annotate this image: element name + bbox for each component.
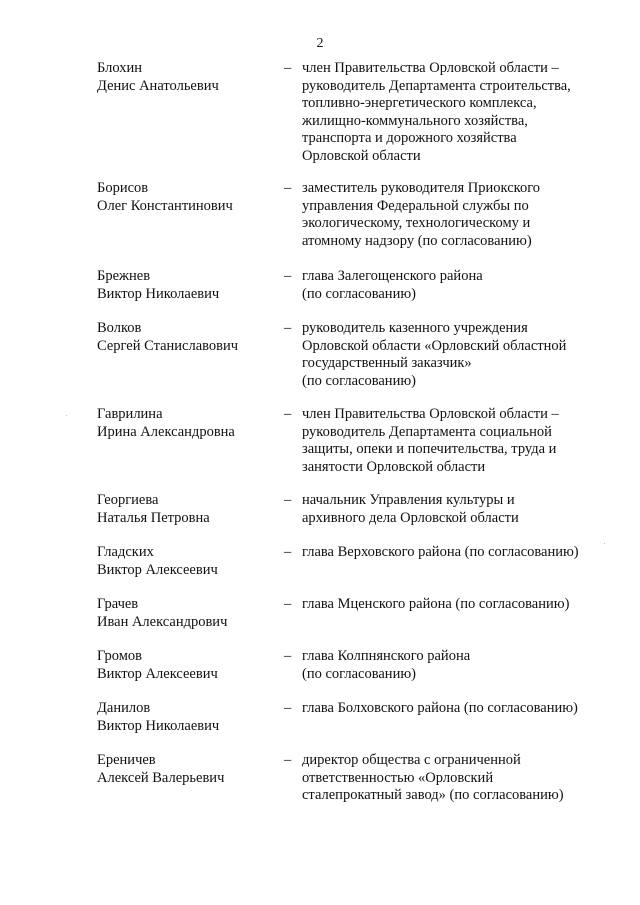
- member-given-names: Наталья Петровна: [97, 509, 210, 526]
- member-name: [97, 492, 282, 527]
- member-name: [97, 320, 282, 355]
- position-line: жилищно-коммунального хозяйства,: [302, 112, 528, 129]
- position-line: глава Колпнянского района: [302, 648, 471, 664]
- member-name: [97, 544, 282, 579]
- member-given-names: Виктор Алексеевич: [97, 665, 218, 682]
- separator-dash: –: [284, 492, 292, 508]
- member-name: [97, 180, 282, 215]
- member-given-names: Иван Александрович: [97, 613, 228, 630]
- position-line: занятости Орловской области: [302, 458, 486, 475]
- position-line: член Правительства Орловской области –: [302, 406, 559, 422]
- member-surname: Грачев: [97, 596, 139, 612]
- member-position: [302, 320, 592, 390]
- separator-dash: –: [284, 60, 292, 76]
- member-position: [302, 752, 592, 805]
- position-line: Орловской области: [302, 147, 421, 164]
- member-name: [97, 60, 282, 95]
- page-number: 2: [316, 36, 324, 51]
- separator-dash: –: [284, 544, 292, 560]
- position-line: заместитель руководителя Приокского: [302, 180, 541, 196]
- member-given-names: Сергей Станиславович: [97, 337, 239, 354]
- member-position: [302, 268, 592, 303]
- member-surname: Блохин: [97, 60, 143, 76]
- member-surname: Данилов: [97, 700, 151, 716]
- member-name: [97, 700, 282, 735]
- position-line: (по согласованию): [302, 285, 416, 302]
- position-line: руководитель Департамента строительства,: [302, 77, 571, 94]
- position-line: глава Болховского района (по согласованию): [302, 700, 578, 716]
- position-line: архивного дела Орловской области: [302, 509, 519, 526]
- position-line: экологическому, технологическому и: [302, 215, 531, 231]
- member-position: [302, 406, 592, 476]
- separator-dash: –: [284, 268, 292, 284]
- position-line: директор общества с ограниченной: [302, 752, 521, 768]
- member-surname: Гладских: [97, 544, 154, 560]
- member-given-names: Виктор Николаевич: [97, 285, 220, 302]
- member-given-names: Виктор Николаевич: [97, 717, 220, 734]
- scan-speck: [604, 543, 605, 544]
- member-surname: Брежнев: [97, 268, 151, 284]
- member-position: [302, 180, 592, 250]
- member-surname: Георгиева: [97, 492, 159, 508]
- separator-dash: –: [284, 648, 292, 664]
- member-surname: Волков: [97, 320, 142, 336]
- position-line: глава Мценского района (по согласованию): [302, 596, 570, 612]
- member-name: [97, 596, 282, 631]
- position-line: глава Залегощенского района: [302, 268, 483, 284]
- scan-speck: [66, 415, 67, 416]
- position-line: государственный заказчик»: [302, 355, 472, 371]
- position-line: руководитель казенного учреждения: [302, 320, 528, 336]
- member-surname: Ереничев: [97, 752, 156, 768]
- position-line: транспорта и дорожного хозяйства: [302, 130, 517, 146]
- member-position: [302, 648, 592, 683]
- member-name: [97, 752, 282, 787]
- member-name: [97, 406, 282, 441]
- separator-dash: –: [284, 596, 292, 612]
- position-line: защиты, опеки и попечительства, труда и: [302, 441, 557, 457]
- position-line: (по согласованию): [302, 372, 416, 389]
- member-given-names: Алексей Валерьевич: [97, 769, 225, 786]
- position-line: атомному надзору (по согласованию): [302, 232, 532, 249]
- member-position: [302, 544, 592, 562]
- position-line: управления Федеральной службы по: [302, 197, 529, 214]
- position-line: ответственностью «Орловский: [302, 769, 494, 786]
- member-name: [97, 268, 282, 303]
- separator-dash: –: [284, 180, 292, 196]
- member-position: [302, 596, 592, 614]
- position-line: (по согласованию): [302, 665, 416, 682]
- position-line: руководитель Департамента социальной: [302, 423, 552, 440]
- position-line: глава Верховского района (по согласованию): [302, 544, 579, 560]
- position-line: Орловской области «Орловский областной: [302, 337, 567, 354]
- separator-dash: –: [284, 700, 292, 716]
- separator-dash: –: [284, 320, 292, 336]
- separator-dash: –: [284, 406, 292, 422]
- position-line: член Правительства Орловской области –: [302, 60, 559, 76]
- member-name: [97, 648, 282, 683]
- position-line: сталепрокатный завод» (по согласованию): [302, 787, 564, 803]
- member-given-names: Ирина Александровна: [97, 423, 235, 440]
- member-given-names: Виктор Алексеевич: [97, 561, 218, 578]
- member-surname: Гаврилина: [97, 406, 163, 422]
- separator-dash: –: [284, 752, 292, 768]
- position-line: начальник Управления культуры и: [302, 492, 515, 508]
- position-line: топливно-энергетического комплекса,: [302, 95, 537, 111]
- member-position: [302, 492, 592, 527]
- member-surname: Громов: [97, 648, 142, 664]
- member-given-names: Олег Константинович: [97, 197, 233, 214]
- member-given-names: Денис Анатольевич: [97, 77, 219, 94]
- member-position: [302, 700, 592, 718]
- member-position: [302, 60, 592, 165]
- member-surname: Борисов: [97, 180, 149, 196]
